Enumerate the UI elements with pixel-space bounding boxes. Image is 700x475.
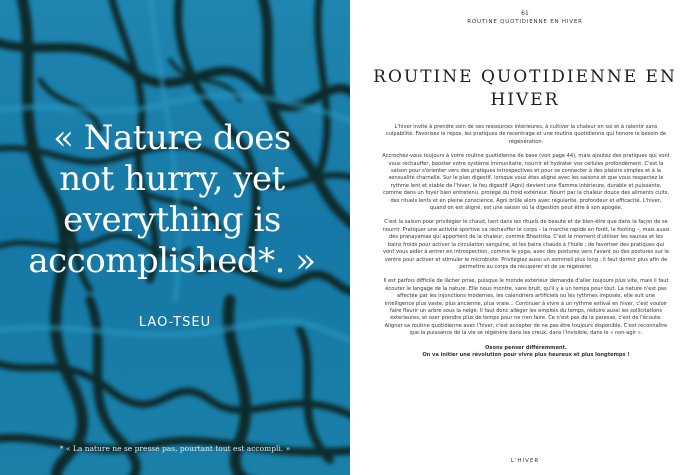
closing-line: On va initier une révolution pour vivre plus heureux et plus longtemps ! bbox=[422, 351, 630, 358]
body-paragraph: C'est la saison pour privilégier le chaud, tant dans les rituels de beauté et de bien-être que dans la façon de se nourrir. Pratiquer une activité sportive va réchauffer le corps – la marche rapide en forêt, le footing –, mais aussi des pranayamas qui apportent de la chaleur, comme Bhastrika. C'est le moment d'utiliser les saunas et les bains froids pour activer la circulation sanguine, et les bains chauds à l'huile ; de favoriser des pratiques qui vont vous aider à entrer en introspection, comme le yoga, avec des postures vers l'avant ou des postures sur le ventre pour activer et stimuler le microbiote. Privilégiez aussi un sommeil plus long : il faut dormir plus afin de permettre au corps de récupérer et de se régénérer. bbox=[382, 219, 670, 270]
quote-translation-footnote: * « La nature ne se presse pas, pourtant tout est accompli. » bbox=[59, 444, 291, 453]
body-paragraph: L'hiver invite à prendre soin de ses ressources intérieures, à cultiver la chaleur en soi et à ralentir sans culpabilité. Favorisez le repos, les pratiques de recentrage et une routine quotidienne qui honore le besoin de régénération. bbox=[385, 124, 666, 145]
quote-author: LAO-TSEU bbox=[138, 315, 212, 330]
body-paragraph: Il est parfois difficile de lâcher prise, puisque le monde extérieur demande d'aller toujours plus vite, mais il faut écouter le langage de la nature. Elle nous montre, sans bruit, qu'il y a un temps pour tout. La nature n'est pas affectée par les injonctions modernes, les calendriers artificiels ou les rythmes imposés, elle suit une intelligence plus vaste, plus ancienne, plus vraie... Continuer à vivre à un rythme estival en hiver, c'est vouloir faire fleurir un arbre sous la neige. Il faut donc alléger les emplois du temps, réduire aussi les sollicitations extérieures, et oser prendre plus de temps pour ne rien faire. Ce n'est pas de la paresse, c'est de l'écoute. Aligner sa routine quotidienne avec l'hiver, c'est accepter de ne pas être toujours disponible. C'est reconnaître que la puissance de la vie se régénère dans les creux, dans l'invisible, dans le « non-agir ». bbox=[383, 278, 669, 337]
chapter-title: ROUTINE QUOTIDIENNE EN HIVER bbox=[373, 67, 677, 110]
section-footer-label: L'HIVER bbox=[510, 458, 540, 464]
closing-line: Osons penser différemment. bbox=[485, 344, 567, 351]
body-text bbox=[382, 124, 670, 366]
right-page-text bbox=[350, 0, 700, 475]
page-number: 61 bbox=[521, 10, 529, 17]
pull-quote: « Nature does not hurry, yet everything is accomplished*. » bbox=[28, 118, 316, 281]
running-header: ROUTINE QUOTIDIENNE EN HIVER bbox=[467, 19, 583, 25]
body-paragraph: Accrochez-vous toujours à votre routine quotidienne de base (voir page 44), mais ajoutez des pratiques qui vont vous réchauffer, booster votre système immunitaire, nourrir et hydrater vos cellules profondément. C'est la saison pour s'orienter vers des pratiques introspectives et pour se connecter à des plaisirs simples et à la sensualité charnelle. Sur le plan digestif, lorsque vous êtes aligné avec les saisons et que vous respectez le rythme lent et stable de l'hiver, le feu digestif (Agni) devient une flamme intérieure, durable et puissante, comme dans un foyer bien entretenu, protégé du froid extérieur. Nourri par la chaleur douce des aliments cuits, des rituels lents et en pleine conscience, Agni brûle alors avec régularité, profondeur et efficacité. L'hiver, quand on est aligné, est une saison où la digestion peut être à son apogée. bbox=[382, 153, 670, 212]
